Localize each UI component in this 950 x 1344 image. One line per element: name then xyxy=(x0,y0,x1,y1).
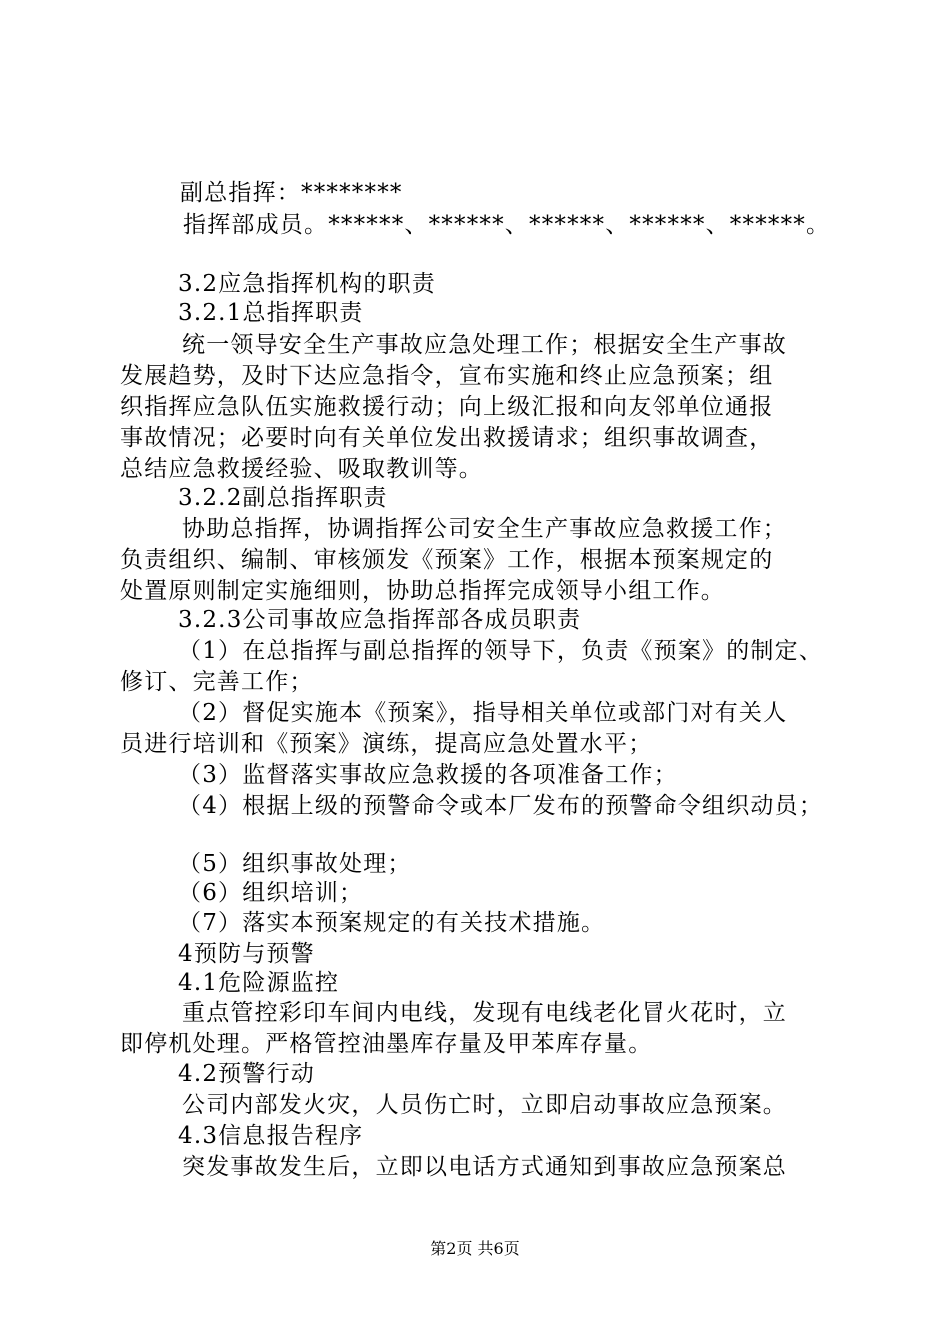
text-line: 修订、完善工作； xyxy=(120,669,314,695)
subsection-heading: 4.3信息报告程序 xyxy=(178,1123,364,1149)
text-line: 事故情况；必要时向有关单位发出救援请求；组织事故调查， xyxy=(120,425,774,451)
text-line: 重点管控彩印车间内电线，发现有电线老化冒火花时，立 xyxy=(182,1000,787,1026)
subsection-heading: 4.2预警行动 xyxy=(178,1061,315,1087)
page-footer: 第2页 共6页 xyxy=(430,1239,520,1258)
text-line: 总结应急救援经验、吸取教训等。 xyxy=(120,456,483,482)
text-line: （3）监督落实事故应急救援的各项准备工作； xyxy=(178,762,678,788)
text-line: 突发事故发生后，立即以电话方式通知到事故应急预案总 xyxy=(182,1154,787,1180)
subsection-heading: 4.1危险源监控 xyxy=(178,970,340,996)
text-line: 公司内部发火灾，人员伤亡时，立即启动事故应急预案。 xyxy=(182,1092,787,1118)
text-line: 负责组织、编制、审核颁发《预案》工作，根据本预案规定的 xyxy=(120,547,774,573)
text-line: 副总指挥：******** xyxy=(180,180,403,206)
text-line: 统一领导安全生产事故应急处理工作；根据安全生产事故 xyxy=(182,332,787,358)
text-line: （1）在总指挥与副总指挥的领导下，负责《预案》的制定、 xyxy=(178,638,824,664)
text-line: 协助总指挥，协调指挥公司安全生产事故应急救援工作； xyxy=(182,516,787,542)
text-line: 指挥部成员。******、******、******、******、******。 xyxy=(183,212,831,238)
subsection-heading: 3.2.1总指挥职责 xyxy=(178,300,364,326)
text-line: 即停机处理。严格管控油墨库存量及甲苯库存量。 xyxy=(120,1031,653,1057)
text-line: （5）组织事故处理； xyxy=(178,851,412,877)
subsection-heading: 3.2.2副总指挥职责 xyxy=(178,485,388,511)
text-line: 织指挥应急队伍实施救援行动；向上级汇报和向友邻单位通报 xyxy=(120,394,774,420)
text-line: 员进行培训和《预案》演练，提高应急处置水平； xyxy=(120,731,653,757)
subsection-heading: 3.2.3公司事故应急指挥部各成员职责 xyxy=(178,607,582,633)
text-line: （4）根据上级的预警命令或本厂发布的预警命令组织动员； xyxy=(178,793,824,819)
text-line: （7）落实本预案规定的有关技术措施。 xyxy=(178,910,606,936)
section-heading: 4预防与预警 xyxy=(178,941,315,967)
text-line: 处置原则制定实施细则，协助总指挥完成领导小组工作。 xyxy=(120,578,725,604)
section-heading: 3.2应急指挥机构的职责 xyxy=(178,271,436,297)
text-line: 发展趋势，及时下达应急指令，宣布实施和终止应急预案；组 xyxy=(120,363,774,389)
text-line: （6）组织培训； xyxy=(178,880,364,906)
text-line: （2）督促实施本《预案》，指导相关单位或部门对有关人 xyxy=(178,700,788,726)
